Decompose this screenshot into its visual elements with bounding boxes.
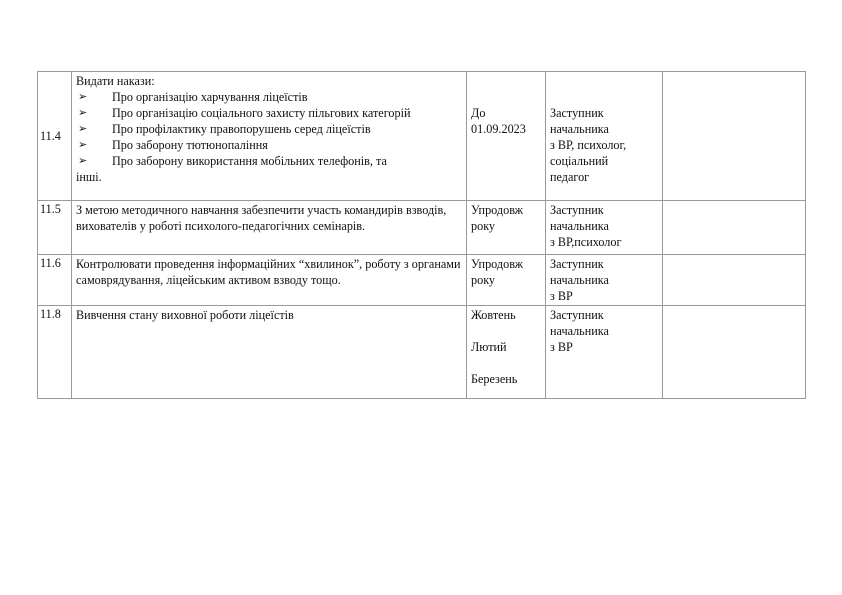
item-responsible: Заступник начальника з ВР [546,306,663,399]
arrow-bullet-icon: ➢ [78,155,88,167]
item-responsible: Заступник начальника з ВР [546,255,663,306]
item-number: 11.5 [38,201,72,255]
content-tail: інші. [76,170,102,184]
item-note [663,306,806,399]
table-row [38,306,806,399]
list-item [76,105,462,121]
item-note [663,201,806,255]
arrow-bullet-icon: ➢ [78,123,88,135]
list-item [76,153,462,169]
item-term: Жовтень Лютий Березень [467,306,546,399]
item-content: Контролювати проведення інформаційних “хвилинок”, роботу з органами самоврядування, ліцейським активом взводу тощо. [72,255,467,306]
item-term: Упродовж року [467,255,546,306]
list-item-text: Про профілактику правопорушень серед ліцеїстів [112,122,371,136]
item-number: 11.6 [38,255,72,306]
item-term: До 01.09.2023 [467,72,546,201]
item-note [663,255,806,306]
item-content: Вивчення стану виховної роботи ліцеїстів [72,306,467,399]
content-intro: Видати накази: [76,74,155,88]
item-responsible: Заступник начальника з ВР,психолог [546,201,663,255]
list-item [76,89,462,105]
item-content [72,72,467,201]
table-row [38,255,806,306]
item-term: Упродовж року [467,201,546,255]
arrow-bullet-icon: ➢ [78,91,88,103]
item-content: З метою методичного навчання забезпечити участь командирів взводів, вихователів у роботі психолого-педагогічних семінарів. [72,201,467,255]
table-row [38,72,806,201]
list-item [76,121,462,137]
item-responsible: Заступник начальника з ВР, психолог, соціальний педагог [546,72,663,201]
table-row [38,201,806,255]
plan-table [37,71,806,399]
item-number: 11.8 [38,306,72,399]
arrow-bullet-icon: ➢ [78,107,88,119]
list-item-text: Про заборону використання мобільних телефонів, та [112,154,387,168]
list-item-text: Про організацію харчування ліцеїстів [112,90,308,104]
arrow-bullet-icon: ➢ [78,139,88,151]
item-number: 11.4 [38,72,72,201]
list-item-text: Про організацію соціального захисту пільгових категорій [112,106,411,120]
list-item-text: Про заборону тютюнопаління [112,138,268,152]
list-item [76,137,462,153]
item-note [663,72,806,201]
